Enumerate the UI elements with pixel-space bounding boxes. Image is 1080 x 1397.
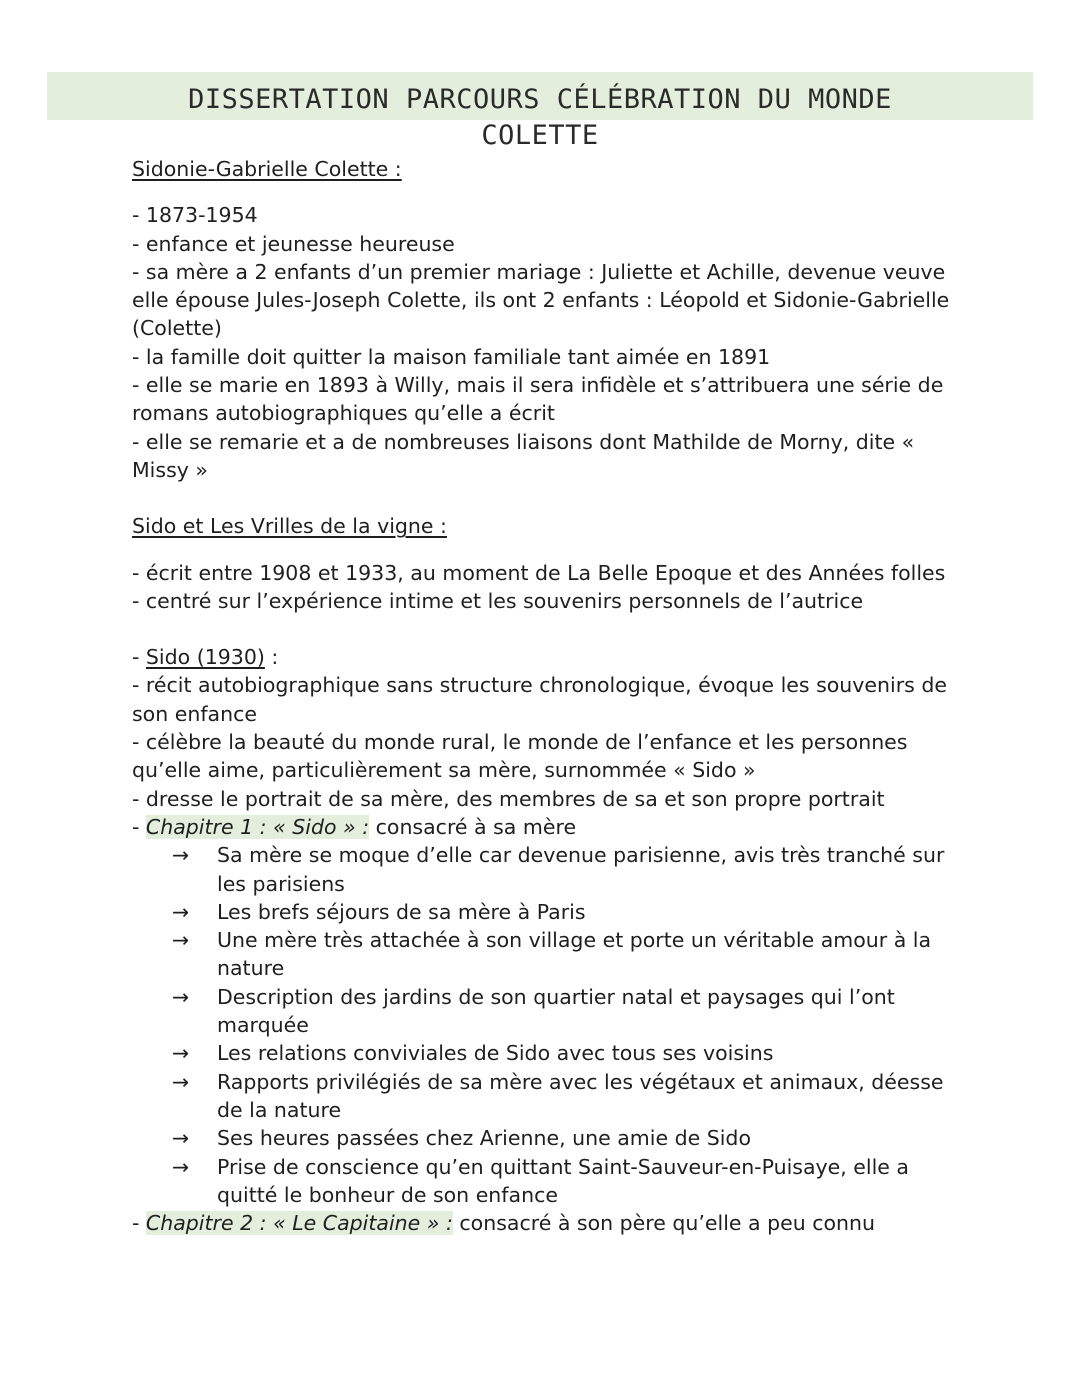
document-body (132, 155, 962, 1237)
sido-item: - célèbre la beauté du monde rural, le monde de l’enfance et les personnes qu’elle aime, particulièrement sa mère, surnommée « Sido » (132, 730, 908, 783)
chapter-1-points (132, 841, 962, 1209)
sido-heading-colon: : (264, 645, 279, 670)
chapter-2-text: consacré à son père qu’elle a peu connu (452, 1211, 876, 1236)
chapter-1-label: Chapitre 1 : « Sido » : (145, 814, 370, 839)
document-title: DISSERTATION PARCOURS CÉLÉBRATION DU MONDE (188, 84, 892, 115)
bio-item: - 1873-1954 (132, 203, 258, 228)
point-text: Rapports privilégiés de sa mère avec les végétaux et animaux, déesse de la nature (217, 1069, 944, 1122)
list-item (132, 898, 962, 926)
chapter-1-dash: - (132, 814, 146, 839)
arrow-right-icon: → (172, 843, 190, 868)
point-text: Les brefs séjours de sa mère à Paris (217, 899, 586, 924)
works-item: - écrit entre 1908 et 1933, au moment de La Belle Epoque et des Années folles (132, 560, 946, 585)
sido-item: - récit autobiographique sans structure chronologique, évoque les souvenirs de son enfance (132, 673, 947, 726)
point-text: Sa mère se moque d’elle car devenue parisienne, avis très tranché sur les parisiens (217, 843, 945, 896)
point-text: Ses heures passées chez Arienne, une amie de Sido (217, 1126, 751, 1151)
section-heading-biography: Sidonie-Gabrielle Colette : (132, 157, 402, 181)
arrow-right-icon: → (172, 1154, 190, 1179)
list-item (132, 1068, 962, 1125)
point-text: Les relations conviviales de Sido avec tous ses voisins (217, 1041, 774, 1066)
bio-item: - enfance et jeunesse heureuse (132, 231, 455, 256)
chapter-2-label: Chapitre 2 : « Le Capitaine » : (145, 1211, 453, 1236)
bio-item: - elle se remarie et a de nombreuses liaisons dont Mathilde de Morny, dite « Missy » (132, 429, 915, 482)
works-item: - centré sur l’expérience intime et les souvenirs personnels de l’autrice (132, 588, 864, 613)
list-item (132, 1153, 962, 1210)
chapter-2-dash: - (132, 1211, 146, 1236)
list-item (132, 1124, 962, 1152)
arrow-right-icon: → (172, 1041, 190, 1066)
bio-item: - elle se marie en 1893 à Willy, mais il sera infidèle et s’attribuera une série de romans autobiographiques qu’elle a écrit (132, 373, 944, 426)
arrow-right-icon: → (172, 1126, 190, 1151)
bio-item: - sa mère a 2 enfants d’un premier mariage : Juliette et Achille, devenue veuve elle épouse Jules-Joseph Colette, ils ont 2 enfants : Léopold et Sidonie-Gabrielle (Colette) (132, 259, 950, 341)
chapter-1-text: consacré à sa mère (369, 814, 577, 839)
sido-item: - dresse le portrait de sa mère, des membres de sa et son propre portrait (132, 786, 885, 811)
list-item (132, 841, 962, 898)
section-heading-works: Sido et Les Vrilles de la vigne : (132, 514, 447, 539)
point-text: Description des jardins de son quartier natal et paysages qui l’ont marquée (217, 984, 895, 1038)
sido-heading-dash: - (132, 645, 146, 670)
sido-heading (132, 643, 962, 671)
arrow-right-icon: → (172, 1069, 190, 1094)
document-subtitle: COLETTE (481, 120, 599, 151)
list-item (132, 1039, 962, 1067)
list-item (132, 983, 962, 1040)
arrow-right-icon: → (172, 928, 190, 953)
sido-title: Sido (1930) (145, 645, 265, 670)
point-text: Une mère très attachée à son village et porte un véritable amour à la nature (217, 928, 932, 981)
chapter-1-line (132, 813, 962, 841)
list-item (132, 926, 962, 983)
chapter-2-line (132, 1209, 962, 1237)
arrow-right-icon: → (172, 899, 190, 924)
arrow-right-icon: → (172, 984, 190, 1009)
bio-item: - la famille doit quitter la maison familiale tant aimée en 1891 (132, 344, 771, 369)
point-text: Prise de conscience qu’en quittant Saint-Sauveur-en-Puisaye, elle a quitté le bonheur de son enfance (217, 1154, 909, 1207)
